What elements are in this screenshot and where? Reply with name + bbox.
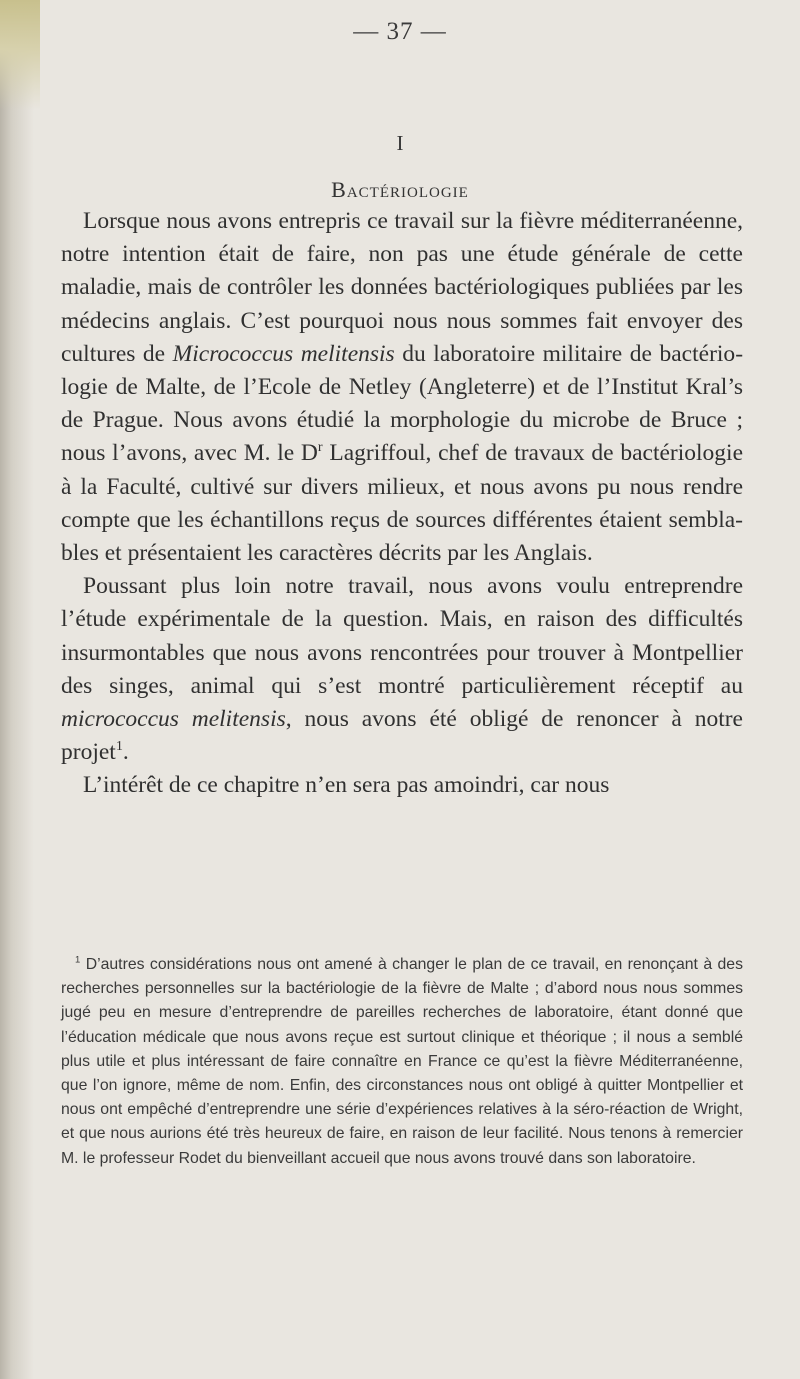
footnote-reference: 1 xyxy=(115,738,123,755)
paragraph-1 xyxy=(61,205,743,570)
species-name-2: micrococcus melitensis xyxy=(61,706,286,733)
paragraph-2-text-b: , nous avons été obligé de renoncer à notre projet xyxy=(61,706,743,766)
paper-stain xyxy=(0,0,40,110)
page-edge-shadow xyxy=(0,0,34,1379)
chapter-number: I xyxy=(396,131,404,155)
footnote xyxy=(61,953,743,1171)
paragraph-2-text-a: Poussant plus loin notre travail, nous avons voulu entreprendre l’étude expérimentale de la question. Mais, en raison des difficultés insurmontables que nous avons rencontrées pour trouver à Montpellier des singes, animal qui s’est montré particulièrement réceptif au xyxy=(61,573,743,699)
paragraph-1-text-c: Lagriffoul, chef de travaux de bactériologie à la Faculté, cultivé sur divers milieux, et nous avons pu nous rendre compte que les échantillons reçus de sources différentes étaient semblables et présentaient les caractères décrits par les Anglais. xyxy=(61,440,743,567)
paragraph-1-text-a: Lorsque nous avons entrepris ce travail sur la fièvre méditerranéenne, notre intention était de faire, non pas une étude générale de cette maladie, mais de contrôler les données bactériologiques publiées par les médecins anglais. C’est pourquoi nous nous sommes fait envoyer des cultures de xyxy=(61,208,743,367)
paragraph-3: L’intérêt de ce chapitre n’en sera pas amoindri, car nous xyxy=(83,772,610,799)
doctor-abbrev: r xyxy=(317,439,323,456)
body-text xyxy=(61,205,743,803)
footnote-marker: 1 xyxy=(75,954,81,966)
footnote-text: D’autres considérations nous ont amené à changer le plan de ce travail, en renonçant à des recherches personnelles sur la bactériologie de la fièvre de Malte ; d’abord nous nous sommes jugé peu en mesure d’entreprendre de pareilles recherches de laboratoire, étant donné que l’éducation médicale que nous avons reçue est surtout clinique et théorique ; il nous a semblé plus utile et plus intéressant de faire connaître en France ce qu’est la fièvre Méditerranéenne, que l’on ignore, même de nom. Enfin, des circonstances nous ont obligé à quitter Montpellier et nous ont empêché d’entreprendre une série d’expériences relatives à la séro-réaction de Wright, et que nous aurions été très heureux de faire, en raison de leur facilité. Nous tenons à remercier M. le professeur Rodet du bienveillant accueil que nous avons trouvé dans son laboratoire. xyxy=(61,956,743,1167)
chapter-title: Bactériologie xyxy=(331,177,469,202)
paragraph-2 xyxy=(61,570,743,769)
paragraph-2-text-c: . xyxy=(122,739,129,766)
species-name: Micrococcus melitensis xyxy=(172,340,395,367)
page-number: — 37 — xyxy=(353,18,447,45)
paragraph-1-text-b: du laboratoire militaire de bactériologie de Malte, de l’Ecole de Netley (Angleterre) et de l’Institut Kral’s de Prague. Nous avons étudié la morphologie du microbe de Bruce ; nous l’avons, avec M. le D xyxy=(61,340,744,467)
